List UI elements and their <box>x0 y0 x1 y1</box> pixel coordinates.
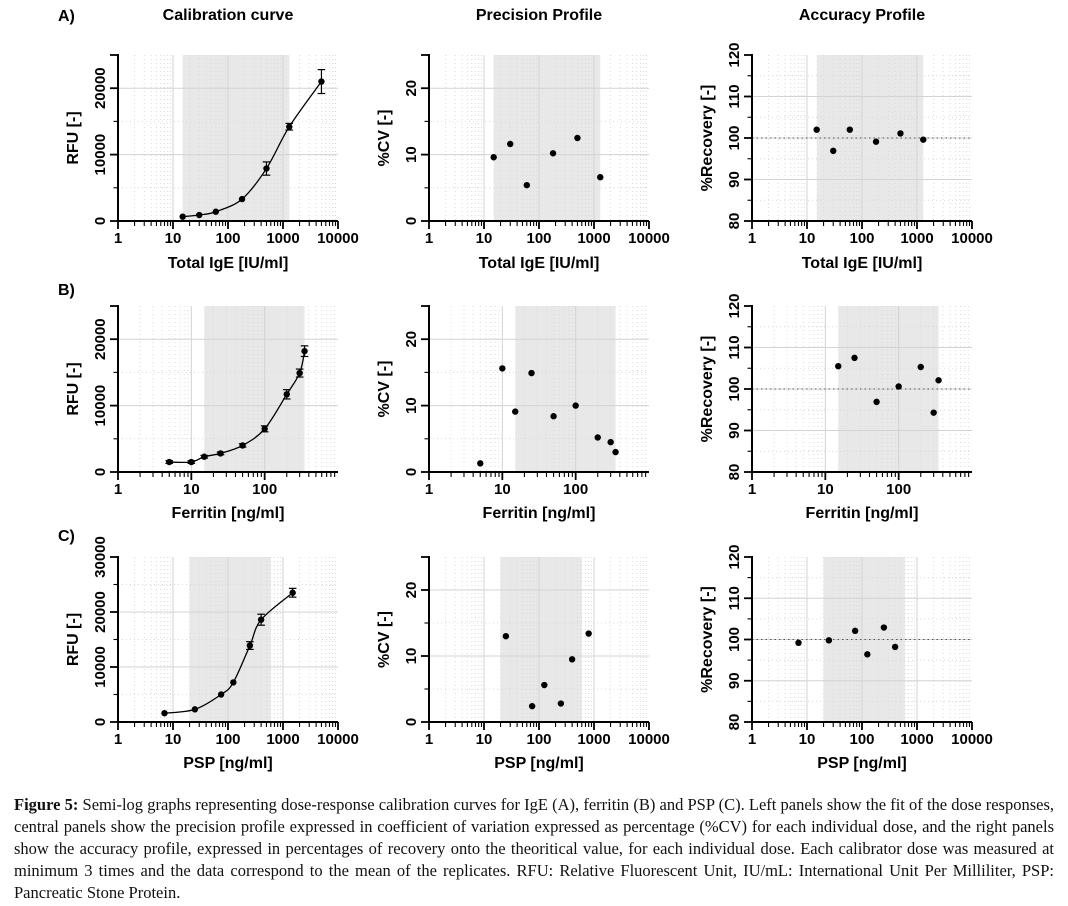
svg-text:Calibration curve: Calibration curve <box>162 7 294 24</box>
svg-text:80: 80 <box>725 713 743 731</box>
svg-text:10000: 10000 <box>317 731 359 748</box>
svg-text:100: 100 <box>215 731 241 748</box>
row-label-c: C) <box>58 528 75 545</box>
svg-text:1: 1 <box>113 481 123 498</box>
svg-text:Precision Profile: Precision Profile <box>475 7 603 24</box>
svg-text:10: 10 <box>402 647 420 665</box>
svg-text:10000: 10000 <box>628 731 670 748</box>
svg-text:1: 1 <box>113 731 123 748</box>
svg-text:0: 0 <box>91 717 109 727</box>
svg-text:Accuracy Profile: Accuracy Profile <box>798 7 926 24</box>
svg-text:10: 10 <box>816 481 834 498</box>
svg-text:RFU [-]: RFU [-] <box>65 111 83 165</box>
svg-text:Total IgE [IU/ml]: Total IgE [IU/ml] <box>167 255 289 272</box>
svg-text:PSP [ng/ml]: PSP [ng/ml] <box>817 755 907 772</box>
svg-text:10: 10 <box>402 146 420 163</box>
svg-text:1000: 1000 <box>900 230 934 247</box>
svg-text:90: 90 <box>725 422 743 439</box>
svg-text:80: 80 <box>725 212 743 230</box>
panel-b-accuracy-chart <box>690 280 1005 525</box>
svg-text:120: 120 <box>725 42 743 68</box>
figure-caption <box>14 794 1054 904</box>
svg-text:100: 100 <box>725 626 743 653</box>
svg-text:1: 1 <box>747 731 757 748</box>
panel-c-calibration-chart <box>56 535 371 780</box>
svg-text:Ferritin [ng/ml]: Ferritin [ng/ml] <box>482 505 596 522</box>
svg-text:120: 120 <box>725 544 743 570</box>
svg-text:10: 10 <box>475 230 493 247</box>
svg-text:1000: 1000 <box>577 230 611 247</box>
svg-text:10: 10 <box>402 397 420 414</box>
svg-text:110: 110 <box>725 84 743 109</box>
svg-text:1: 1 <box>424 731 434 748</box>
panel-a-precision-chart <box>367 0 682 280</box>
panel-a-accuracy-chart <box>690 0 1005 280</box>
svg-text:30000: 30000 <box>91 536 109 578</box>
svg-text:PSP [ng/ml]: PSP [ng/ml] <box>494 755 584 772</box>
panel-c-accuracy-chart <box>690 535 1005 780</box>
row-label-b: B) <box>58 282 75 299</box>
svg-text:1: 1 <box>424 230 434 247</box>
panel-c-precision-chart <box>367 535 682 780</box>
svg-text:10000: 10000 <box>91 133 109 176</box>
svg-text:%CV [-]: %CV [-] <box>376 360 394 418</box>
svg-text:RFU [-]: RFU [-] <box>65 612 83 667</box>
svg-text:100: 100 <box>526 731 552 748</box>
svg-text:1000: 1000 <box>266 230 300 247</box>
svg-text:100: 100 <box>725 376 743 402</box>
svg-text:100: 100 <box>849 230 875 247</box>
svg-text:1: 1 <box>113 230 123 247</box>
svg-text:20: 20 <box>402 330 420 348</box>
svg-text:10000: 10000 <box>951 230 993 247</box>
svg-text:100: 100 <box>563 481 589 498</box>
svg-text:20: 20 <box>402 79 420 97</box>
svg-text:90: 90 <box>725 171 743 188</box>
svg-text:1: 1 <box>424 481 434 498</box>
svg-text:20000: 20000 <box>91 318 109 361</box>
svg-text:0: 0 <box>402 216 420 226</box>
svg-text:100: 100 <box>215 230 241 247</box>
svg-text:0: 0 <box>402 467 420 477</box>
svg-text:Total IgE [IU/ml]: Total IgE [IU/ml] <box>801 255 923 272</box>
svg-text:%Recovery [-]: %Recovery [-] <box>699 84 717 192</box>
svg-text:90: 90 <box>725 672 743 690</box>
svg-text:10: 10 <box>798 230 816 247</box>
svg-text:20000: 20000 <box>91 591 109 633</box>
svg-text:110: 110 <box>725 586 743 611</box>
svg-text:0: 0 <box>402 717 420 727</box>
svg-text:110: 110 <box>725 335 743 360</box>
caption-label: Figure 5: <box>14 795 79 814</box>
svg-text:Total IgE [IU/ml]: Total IgE [IU/ml] <box>478 255 600 272</box>
svg-text:100: 100 <box>725 125 743 151</box>
svg-text:RFU [-]: RFU [-] <box>65 362 83 416</box>
svg-text:Ferritin [ng/ml]: Ferritin [ng/ml] <box>805 505 919 522</box>
svg-text:%CV [-]: %CV [-] <box>376 109 394 167</box>
svg-text:0: 0 <box>91 467 109 477</box>
svg-text:%CV [-]: %CV [-] <box>376 611 394 668</box>
svg-text:10000: 10000 <box>317 230 359 247</box>
svg-text:1000: 1000 <box>577 731 611 748</box>
svg-text:80: 80 <box>725 463 743 481</box>
svg-text:PSP [ng/ml]: PSP [ng/ml] <box>183 755 273 772</box>
svg-text:10: 10 <box>182 481 200 498</box>
svg-text:10: 10 <box>493 481 511 498</box>
panel-a-calibration-chart <box>56 0 371 280</box>
caption-text: Semi-log graphs representing dose-response calibration curves for IgE (A), ferritin (B) and PSP (C). Left panels show the fit of the dose responses, central panels show the precision profile expressed in coefficient of variation expressed as percentage (%CV) for each individual dose, and the right panels show the accuracy profile, expressed in percentages of recovery onto the theoritical value, for each individual dose. Each calibrator dose was measured at minimum 3 times and the data correspond to the mean of the replicates. RFU: Relative Fluorescent Unit, IU/mL: International Unit Per Milliliter, PSP: Pancreatic Stone Protein. <box>14 795 1054 902</box>
svg-text:1000: 1000 <box>900 731 934 748</box>
row-label-a: A) <box>58 8 75 25</box>
svg-text:100: 100 <box>526 230 552 247</box>
svg-text:10: 10 <box>164 731 182 748</box>
svg-text:20: 20 <box>402 581 420 599</box>
svg-text:100: 100 <box>849 731 875 748</box>
svg-text:10: 10 <box>475 731 493 748</box>
panel-b-precision-chart <box>367 280 682 525</box>
svg-text:10000: 10000 <box>91 646 109 688</box>
svg-text:0: 0 <box>91 216 109 226</box>
svg-text:10000: 10000 <box>628 230 670 247</box>
svg-text:10: 10 <box>798 731 816 748</box>
svg-text:100: 100 <box>252 481 278 498</box>
svg-text:10000: 10000 <box>951 731 993 748</box>
panel-b-calibration-chart <box>56 280 371 525</box>
svg-text:100: 100 <box>886 481 912 498</box>
svg-text:Ferritin [ng/ml]: Ferritin [ng/ml] <box>171 505 285 522</box>
svg-text:1: 1 <box>747 481 757 498</box>
svg-text:%Recovery [-]: %Recovery [-] <box>699 586 717 693</box>
svg-text:10: 10 <box>164 230 182 247</box>
svg-text:1000: 1000 <box>266 731 300 748</box>
svg-text:10000: 10000 <box>91 384 109 427</box>
svg-text:20000: 20000 <box>91 67 109 110</box>
svg-text:120: 120 <box>725 293 743 319</box>
svg-text:%Recovery [-]: %Recovery [-] <box>699 335 717 443</box>
svg-text:1: 1 <box>747 230 757 247</box>
